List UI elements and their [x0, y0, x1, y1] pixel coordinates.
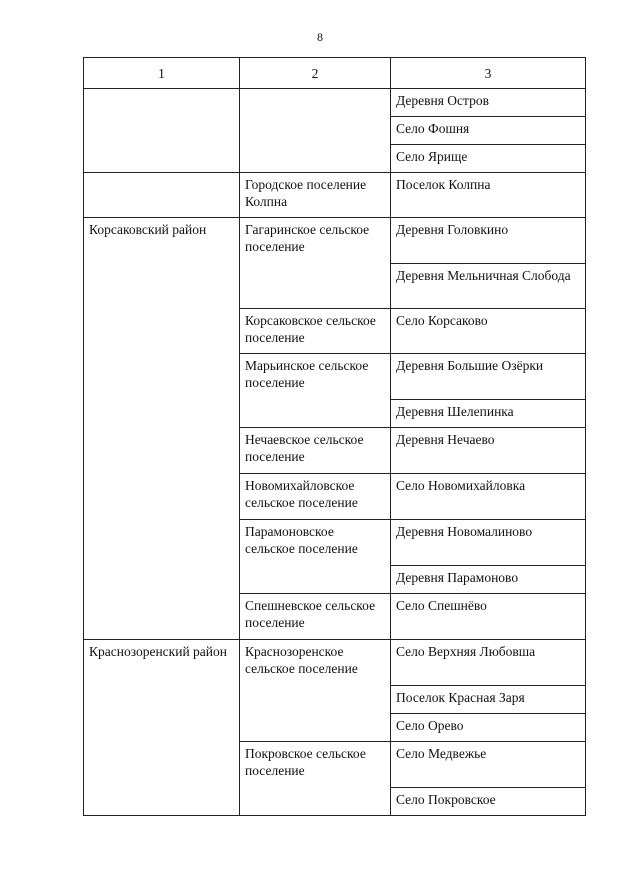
settlements-table [83, 57, 586, 816]
locality-cell: Село Орево [391, 714, 586, 742]
settlement-cell: Гагаринское сельское поселение [240, 218, 391, 309]
locality-cell: Деревня Остров [391, 89, 586, 117]
table-row [84, 89, 586, 117]
settlement-cell: Спешневское сельское поселение [240, 594, 391, 640]
locality-cell: Село Медвежье [391, 742, 586, 788]
locality-cell: Село Корсаково [391, 309, 586, 354]
district-cell: Корсаковский район [84, 218, 240, 640]
settlement-cell: Корсаковское сельское поселение [240, 309, 391, 354]
locality-cell: Поселок Красная Заря [391, 686, 586, 714]
locality-cell: Деревня Парамоново [391, 566, 586, 594]
locality-cell: Село Спешнёво [391, 594, 586, 640]
locality-cell: Деревня Мельничная Слобода [391, 264, 586, 309]
table-row [84, 640, 586, 686]
column-header-2: 2 [240, 58, 391, 89]
settlement-cell: Нечаевское сельское поселение [240, 428, 391, 474]
locality-cell: Деревня Нечаево [391, 428, 586, 474]
locality-cell: Деревня Головкино [391, 218, 586, 264]
settlement-cell: Парамоновское сельское поселение [240, 520, 391, 594]
settlement-cell: Покровское сельское поселение [240, 742, 391, 816]
header-row [84, 58, 586, 89]
district-cell: Краснозоренский район [84, 640, 240, 816]
locality-cell: Деревня Большие Озёрки [391, 354, 586, 400]
locality-cell: Село Верхняя Любовша [391, 640, 586, 686]
district-cell [84, 89, 240, 173]
settlement-cell: Городское поселение Колпна [240, 173, 391, 218]
table-row [84, 173, 586, 218]
column-header-1: 1 [84, 58, 240, 89]
settlement-cell [240, 89, 391, 173]
settlement-cell: Краснозоренское сельское поселение [240, 640, 391, 742]
locality-cell: Село Фошня [391, 117, 586, 145]
table-row [84, 218, 586, 264]
settlement-cell: Марьинское сельское поселение [240, 354, 391, 428]
settlement-cell: Новомихайловское сельское поселение [240, 474, 391, 520]
column-header-3: 3 [391, 58, 586, 89]
district-cell [84, 173, 240, 218]
locality-cell: Село Ярище [391, 145, 586, 173]
locality-cell: Поселок Колпна [391, 173, 586, 218]
page-number: 8 [317, 30, 323, 44]
locality-cell: Село Новомихайловка [391, 474, 586, 520]
locality-cell: Деревня Новомалиново [391, 520, 586, 566]
locality-cell: Деревня Шелепинка [391, 400, 586, 428]
locality-cell: Село Покровское [391, 788, 586, 816]
